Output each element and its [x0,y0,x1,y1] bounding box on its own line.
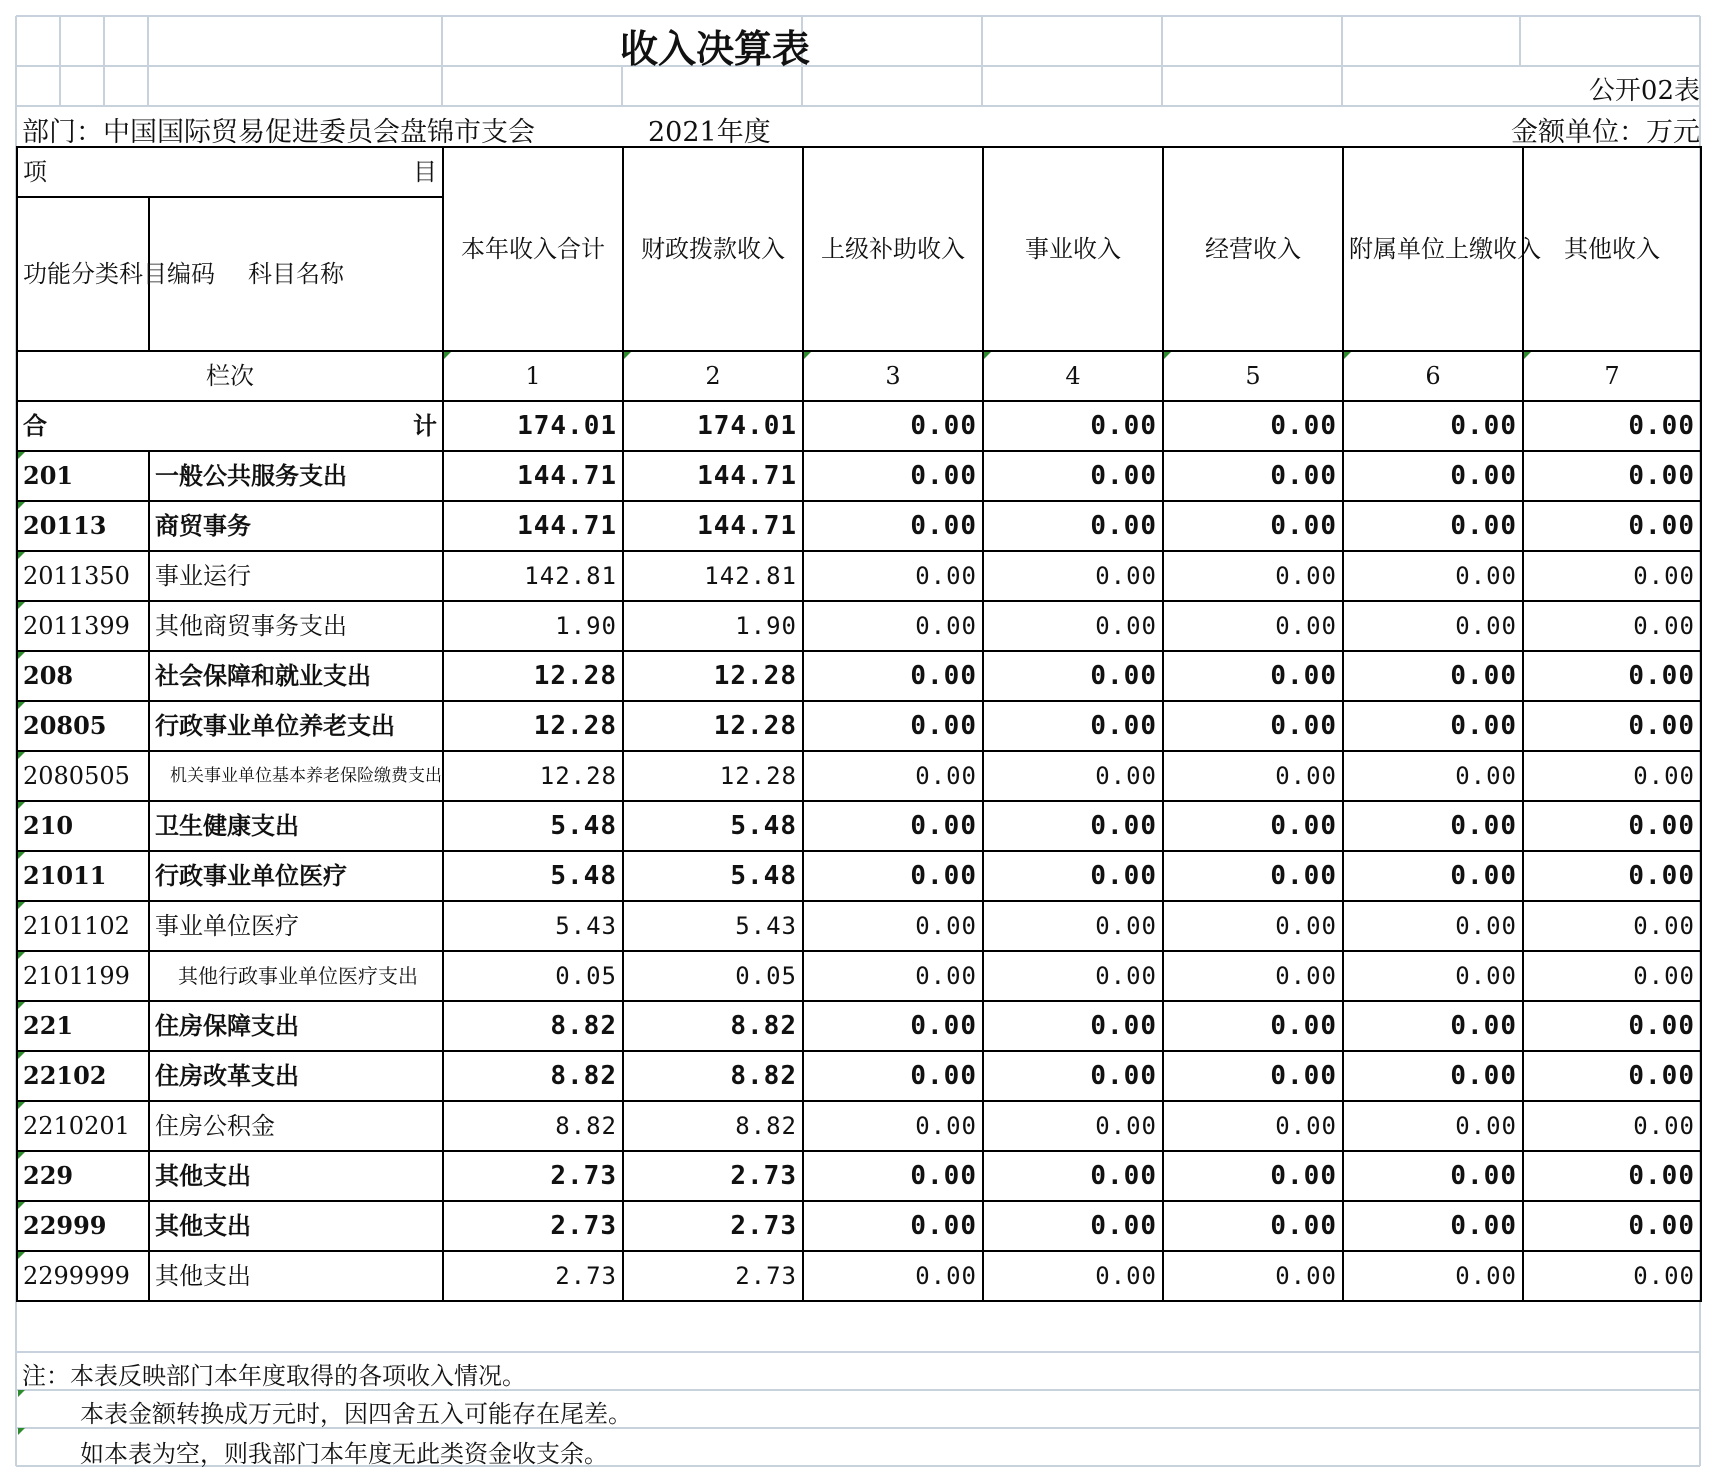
row-code: 20805 [17,701,149,751]
row-name: 行政事业单位医疗 [149,851,443,901]
header-col-2: 财政拨款收入 [623,147,803,351]
row-value-7: 0.00 [1523,951,1701,1001]
row-value-7: 0.00 [1523,1101,1701,1151]
row-value-3: 0.00 [803,901,983,951]
row-value-5: 0.00 [1163,901,1343,951]
table-row [17,1251,1701,1301]
row-value-4: 0.00 [983,951,1163,1001]
total-value-1: 174.01 [443,401,623,451]
col-index-6: 6 [1343,351,1523,401]
row-value-4: 0.00 [983,1101,1163,1151]
table-row [17,601,1701,651]
row-value-7: 0.00 [1523,1251,1701,1301]
row-value-5: 0.00 [1163,1201,1343,1251]
row-value-7: 0.00 [1523,851,1701,901]
row-name: 事业运行 [149,551,443,601]
row-value-4: 0.00 [983,1051,1163,1101]
row-value-6: 0.00 [1343,751,1523,801]
row-value-3: 0.00 [803,851,983,901]
row-value-2: 5.48 [623,851,803,901]
total-value-6: 0.00 [1343,401,1523,451]
row-value-4: 0.00 [983,1201,1163,1251]
total-label-left: 合 [23,411,47,440]
header-col-1: 本年收入合计 [443,147,623,351]
table-row [17,551,1701,601]
header-subject-name: 科目名称 [149,197,443,351]
table-row [17,451,1701,501]
row-code: 221 [17,1001,149,1051]
total-value-2: 174.01 [623,401,803,451]
row-name: 事业单位医疗 [149,901,443,951]
row-value-2: 12.28 [623,751,803,801]
header-col-6: 附属单位上缴收入 [1343,147,1523,351]
row-value-3: 0.00 [803,1201,983,1251]
table-row [17,1101,1701,1151]
row-value-7: 0.00 [1523,1001,1701,1051]
total-value-5: 0.00 [1163,401,1343,451]
row-code: 201 [17,451,149,501]
row-value-5: 0.00 [1163,951,1343,1001]
row-value-2: 144.71 [623,451,803,501]
row-code: 2101199 [17,951,149,1001]
row-value-7: 0.00 [1523,801,1701,851]
table-row [17,1151,1701,1201]
row-value-1: 2.73 [443,1151,623,1201]
row-value-1: 12.28 [443,651,623,701]
row-value-1: 5.43 [443,901,623,951]
row-value-2: 12.28 [623,651,803,701]
row-value-1: 144.71 [443,451,623,501]
row-value-5: 0.00 [1163,501,1343,551]
row-value-7: 0.00 [1523,901,1701,951]
row-value-3: 0.00 [803,651,983,701]
row-name: 住房改革支出 [149,1051,443,1101]
row-value-5: 0.00 [1163,851,1343,901]
row-value-4: 0.00 [983,701,1163,751]
row-value-5: 0.00 [1163,551,1343,601]
row-code: 20113 [17,501,149,551]
note-line-1: 注：本表反映部门本年度取得的各项收入情况。 [22,1362,526,1390]
row-code: 21011 [17,851,149,901]
row-value-6: 0.00 [1343,451,1523,501]
row-value-4: 0.00 [983,1001,1163,1051]
row-value-5: 0.00 [1163,1251,1343,1301]
row-value-5: 0.00 [1163,601,1343,651]
row-code: 22999 [17,1201,149,1251]
row-value-6: 0.00 [1343,1151,1523,1201]
row-code: 2011350 [17,551,149,601]
row-value-7: 0.00 [1523,751,1701,801]
row-value-3: 0.00 [803,1151,983,1201]
row-value-3: 0.00 [803,1001,983,1051]
row-name: 其他行政事业单位医疗支出 [149,951,443,1001]
row-value-1: 1.90 [443,601,623,651]
income-table [16,146,1702,1302]
row-value-5: 0.00 [1163,451,1343,501]
row-value-4: 0.00 [983,551,1163,601]
note-marker-3 [18,1428,25,1435]
table-row [17,751,1701,801]
row-value-4: 0.00 [983,751,1163,801]
header-project [17,147,443,197]
col-index-3: 3 [803,351,983,401]
table-row [17,651,1701,701]
row-name: 一般公共服务支出 [149,451,443,501]
row-value-2: 142.81 [623,551,803,601]
row-value-2: 144.71 [623,501,803,551]
row-value-7: 0.00 [1523,451,1701,501]
row-value-2: 5.43 [623,901,803,951]
row-value-2: 2.73 [623,1151,803,1201]
row-value-4: 0.00 [983,651,1163,701]
note-line-2: 本表金额转换成万元时，因四舍五入可能存在尾差。 [80,1400,632,1428]
row-value-3: 0.00 [803,1101,983,1151]
row-value-3: 0.00 [803,551,983,601]
row-value-6: 0.00 [1343,651,1523,701]
row-code: 2210201 [17,1101,149,1151]
header-project-right: 目 [413,158,437,186]
table-row [17,701,1701,751]
row-value-4: 0.00 [983,851,1163,901]
row-name: 其他商贸事务支出 [149,601,443,651]
row-value-1: 12.28 [443,751,623,801]
row-value-3: 0.00 [803,701,983,751]
header-project-left: 项 [23,158,47,186]
row-value-7: 0.00 [1523,1201,1701,1251]
row-value-6: 0.00 [1343,551,1523,601]
row-value-1: 142.81 [443,551,623,601]
row-name: 其他支出 [149,1201,443,1251]
fiscal-year: 2021年度 [648,117,771,148]
row-value-6: 0.00 [1343,1201,1523,1251]
row-value-5: 0.00 [1163,1001,1343,1051]
row-value-2: 12.28 [623,701,803,751]
row-value-7: 0.00 [1523,1151,1701,1201]
table-row [17,901,1701,951]
row-code: 22102 [17,1051,149,1101]
row-value-6: 0.00 [1343,951,1523,1001]
row-value-4: 0.00 [983,1151,1163,1201]
row-value-1: 8.82 [443,1001,623,1051]
row-value-2: 8.82 [623,1101,803,1151]
row-code: 229 [17,1151,149,1201]
header-func-code: 功能分类科目编码 [17,197,149,351]
row-value-1: 8.82 [443,1101,623,1151]
row-code: 208 [17,651,149,701]
table-row [17,501,1701,551]
form-code: 公开02表 [1588,76,1700,106]
row-value-1: 2.73 [443,1201,623,1251]
col-index-1: 1 [443,351,623,401]
total-value-3: 0.00 [803,401,983,451]
table-row [17,851,1701,901]
department-label: 部门：中国国际贸易促进委员会盘锦市支会 [22,117,535,148]
row-value-2: 5.48 [623,801,803,851]
table-row [17,801,1701,851]
row-value-7: 0.00 [1523,551,1701,601]
row-value-3: 0.00 [803,601,983,651]
row-value-4: 0.00 [983,801,1163,851]
row-value-3: 0.00 [803,751,983,801]
amount-unit: 金额单位：万元 [1511,117,1700,148]
row-value-5: 0.00 [1163,801,1343,851]
row-value-5: 0.00 [1163,1051,1343,1101]
col-index-5: 5 [1163,351,1343,401]
row-value-1: 5.48 [443,801,623,851]
row-value-1: 0.05 [443,951,623,1001]
table-row [17,951,1701,1001]
row-value-4: 0.00 [983,601,1163,651]
row-value-6: 0.00 [1343,1251,1523,1301]
row-name: 社会保障和就业支出 [149,651,443,701]
row-value-4: 0.00 [983,451,1163,501]
row-value-2: 8.82 [623,1001,803,1051]
row-value-1: 5.48 [443,851,623,901]
row-name: 住房公积金 [149,1101,443,1151]
header-col-3: 上级补助收入 [803,147,983,351]
row-value-2: 8.82 [623,1051,803,1101]
row-value-5: 0.00 [1163,701,1343,751]
row-value-5: 0.00 [1163,1151,1343,1201]
total-value-4: 0.00 [983,401,1163,451]
row-value-7: 0.00 [1523,1051,1701,1101]
col-index-4: 4 [983,351,1163,401]
row-code: 2101102 [17,901,149,951]
row-value-6: 0.00 [1343,601,1523,651]
col-index-label: 栏次 [17,351,443,401]
row-code: 2299999 [17,1251,149,1301]
row-value-3: 0.00 [803,451,983,501]
row-value-6: 0.00 [1343,851,1523,901]
row-value-3: 0.00 [803,801,983,851]
col-index-7: 7 [1523,351,1701,401]
row-value-1: 2.73 [443,1251,623,1301]
row-value-3: 0.00 [803,501,983,551]
row-value-6: 0.00 [1343,901,1523,951]
row-value-6: 0.00 [1343,1001,1523,1051]
row-name: 商贸事务 [149,501,443,551]
row-value-6: 0.00 [1343,501,1523,551]
row-value-7: 0.00 [1523,701,1701,751]
row-name: 其他支出 [149,1251,443,1301]
row-value-5: 0.00 [1163,1101,1343,1151]
row-value-2: 0.05 [623,951,803,1001]
row-value-1: 144.71 [443,501,623,551]
row-value-7: 0.00 [1523,651,1701,701]
row-value-3: 0.00 [803,951,983,1001]
row-name: 行政事业单位养老支出 [149,701,443,751]
row-value-6: 0.00 [1343,1101,1523,1151]
row-value-1: 8.82 [443,1051,623,1101]
table-row [17,1051,1701,1101]
row-name: 卫生健康支出 [149,801,443,851]
total-value-7: 0.00 [1523,401,1701,451]
total-label-right: 计 [413,411,437,440]
note-line-3: 如本表为空，则我部门本年度无此类资金收支余。 [80,1440,608,1468]
row-value-2: 2.73 [623,1201,803,1251]
row-value-4: 0.00 [983,1251,1163,1301]
row-value-7: 0.00 [1523,501,1701,551]
page-title: 收入决算表 [619,27,810,71]
col-index-2: 2 [623,351,803,401]
row-name: 住房保障支出 [149,1001,443,1051]
row-name: 其他支出 [149,1151,443,1201]
row-code: 2011399 [17,601,149,651]
row-name: 机关事业单位基本养老保险缴费支出 [149,751,443,801]
row-value-5: 0.00 [1163,651,1343,701]
row-value-6: 0.00 [1343,701,1523,751]
row-value-3: 0.00 [803,1251,983,1301]
row-value-6: 0.00 [1343,801,1523,851]
row-value-1: 12.28 [443,701,623,751]
note-marker-2 [18,1390,25,1397]
header-col-4: 事业收入 [983,147,1163,351]
header-col-7: 其他收入 [1523,147,1701,351]
total-label [17,401,443,451]
row-code: 210 [17,801,149,851]
row-value-4: 0.00 [983,901,1163,951]
row-value-2: 1.90 [623,601,803,651]
row-value-3: 0.00 [803,1051,983,1101]
row-code: 2080505 [17,751,149,801]
table-row [17,1001,1701,1051]
row-value-2: 2.73 [623,1251,803,1301]
row-value-6: 0.00 [1343,1051,1523,1101]
row-value-4: 0.00 [983,501,1163,551]
row-value-5: 0.00 [1163,751,1343,801]
table-row [17,1201,1701,1251]
row-value-7: 0.00 [1523,601,1701,651]
header-col-5: 经营收入 [1163,147,1343,351]
